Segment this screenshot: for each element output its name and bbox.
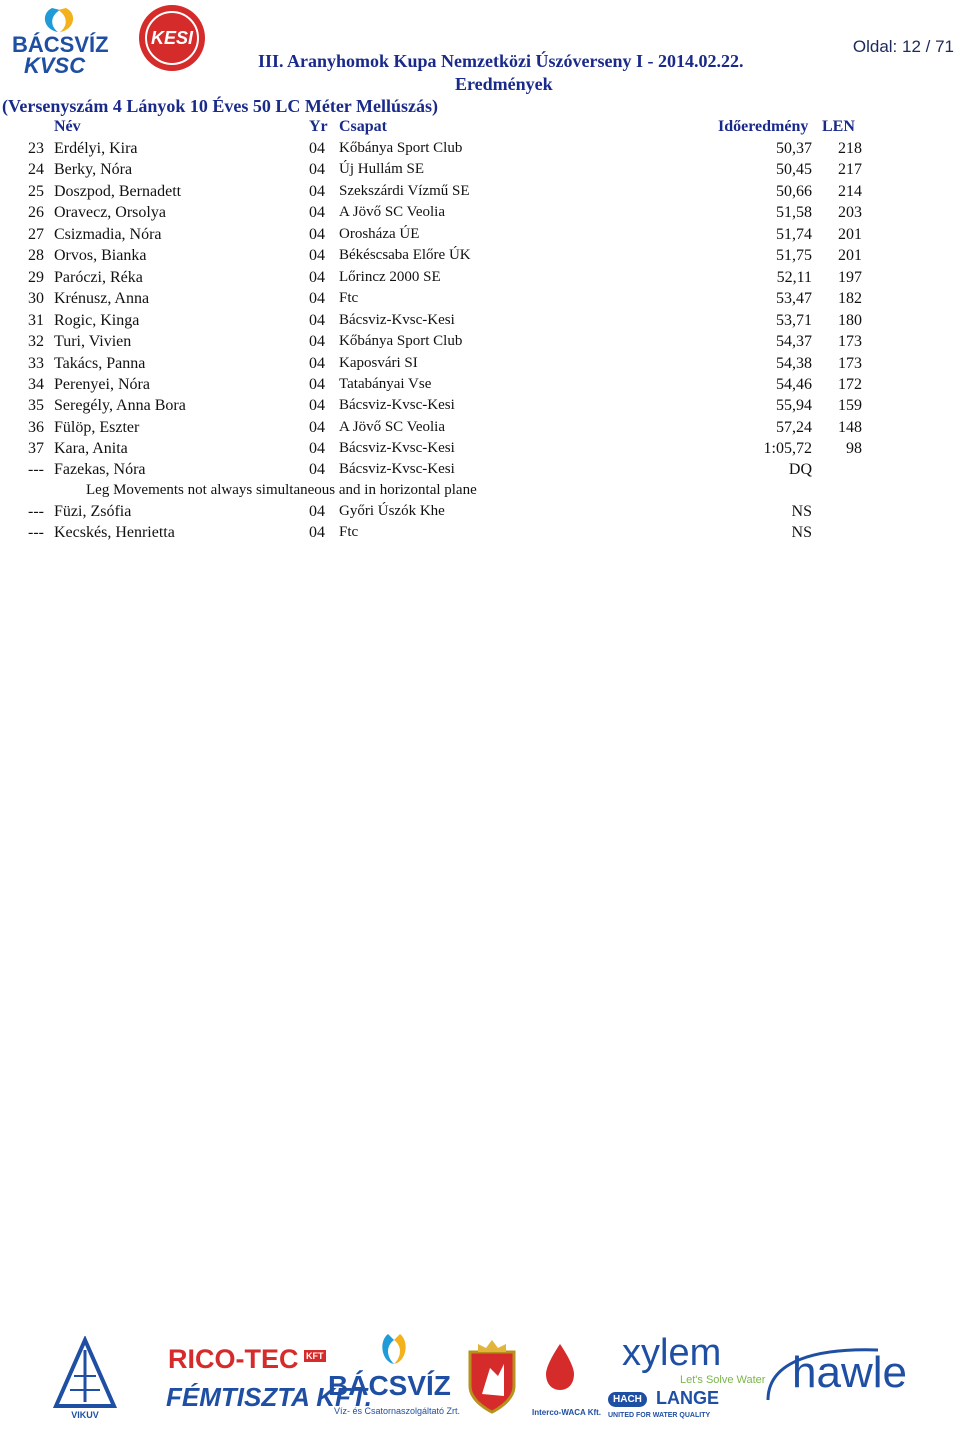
event-title: (Versenyszám 4 Lányok 10 Éves 50 LC Méter Mellúszás) [2,96,438,116]
club: Békéscsaba Előre ÚK [339,247,471,263]
swimmer-name: Seregély, Anna Bora [54,397,186,414]
result-row [0,376,960,397]
birth-year: 04 [309,503,325,520]
result-time: 50,66 [776,183,812,200]
column-header-club: Csapat [339,118,388,135]
femtiszta-logo: FÉMTISZTA KFT. [166,1382,373,1412]
result-row [0,161,960,182]
club: Új Hullám SE [339,161,424,177]
club: Kaposvári SI [339,355,418,371]
birth-year: 04 [309,333,325,350]
result-row [0,183,960,204]
swimmer-name: Erdélyi, Kira [54,140,138,157]
place: 25 [28,183,44,200]
column-header-len: LEN [822,118,855,135]
kesi-logo-text: KESI [150,28,194,48]
place: 33 [28,355,44,372]
result-time: 53,71 [776,312,812,329]
club: A Jövő SC Veolia [339,419,445,435]
club: Bácsviz-Kvsc-Kesi [339,461,455,477]
interco-logo-text: Interco-WACA Kft. [532,1408,602,1417]
result-row [0,290,960,311]
result-row [0,247,960,268]
club: Bácsviz-Kvsc-Kesi [339,312,455,328]
swimmer-name: Paróczi, Réka [54,269,143,286]
place: --- [28,461,44,478]
result-time: 51,58 [776,204,812,221]
swimmer-name: Krénusz, Anna [54,290,150,307]
swimmer-name: Takács, Panna [54,355,146,372]
len-points: 172 [838,376,862,393]
bacsviz-sponsor-logo: BÁCSVÍZ [328,1370,451,1401]
len-points: 201 [838,247,862,264]
result-time: 54,37 [776,333,812,350]
place: 35 [28,397,44,414]
result-time: 51,75 [776,247,812,264]
swimmer-name: Oravecz, Orsolya [54,204,166,221]
result-time: 54,46 [776,376,812,393]
club: Ftc [339,290,359,306]
birth-year: 04 [309,269,325,286]
lange-logo: LANGE [656,1388,719,1408]
result-row [0,419,960,440]
birth-year: 04 [309,204,325,221]
result-time: 1:05,72 [763,440,812,457]
result-row [0,524,960,545]
len-points: 203 [838,204,862,221]
club: Szekszárdi Vízmű SE [339,183,470,199]
birth-year: 04 [309,226,325,243]
result-row [0,312,960,333]
result-time: 50,45 [776,161,812,178]
club: Tatabányai Vse [339,376,432,392]
swimmer-name: Kara, Anita [54,440,128,457]
swimmer-name: Fazekas, Nóra [54,461,146,478]
birth-year: 04 [309,312,325,329]
interco-drop-icon [540,1340,580,1402]
len-points: 217 [838,161,862,178]
birth-year: 04 [309,376,325,393]
place: 26 [28,204,44,221]
swimmer-name: Csizmadia, Nóra [54,226,162,243]
birth-year: 04 [309,161,325,178]
result-row [0,397,960,418]
swimmer-name: Doszpod, Bernadett [54,183,182,200]
swimmer-name: Orvos, Bianka [54,247,147,264]
vikuv-logo [52,1336,118,1421]
result-row [0,503,960,524]
birth-year: 04 [309,247,325,264]
place: 36 [28,419,44,436]
xylem-logo: xylem [622,1332,722,1374]
place: 29 [28,269,44,286]
place: 32 [28,333,44,350]
swimmer-name: Perenyei, Nóra [54,376,150,393]
club: Győri Úszók Khe [339,503,445,519]
swimmer-name: Rogic, Kinga [54,312,140,329]
swimmer-name: Turi, Vivien [54,333,132,350]
column-header-name: Név [54,118,81,135]
result-time: DQ [788,461,812,478]
len-points: 173 [838,355,862,372]
place: --- [28,503,44,520]
club: Kőbánya Sport Club [339,140,463,156]
result-time: 50,37 [776,140,812,157]
kesi-logo [138,4,206,72]
place: 28 [28,247,44,264]
hach-logo: HACH [608,1392,647,1407]
bacsviz-drop-icon [374,1332,414,1368]
hach-tagline: UNITED FOR WATER QUALITY [608,1412,711,1419]
club: Orosháza ÚE [339,226,420,242]
result-row [0,204,960,225]
result-row [0,269,960,290]
birth-year: 04 [309,290,325,307]
result-row [0,333,960,354]
len-points: 98 [846,440,862,457]
len-points: 201 [838,226,862,243]
swimmer-name: Füzi, Zsófia [54,503,132,520]
meet-title: III. Aranyhomok Kupa Nemzetközi Úszóverseny I - 2014.02.22. [258,51,744,71]
results-title: Eredmények [455,74,553,94]
place: 27 [28,226,44,243]
club: Ftc [339,524,359,540]
vikuv-logo-text: VIKUV [71,1410,99,1420]
birth-year: 04 [309,355,325,372]
swimmer-name: Berky, Nóra [54,161,133,178]
len-points: 159 [838,397,862,414]
len-points: 173 [838,333,862,350]
result-row [0,140,960,161]
place: 23 [28,140,44,157]
bacsviz-logo-text: BÁCSVÍZ [12,32,109,57]
len-points: 182 [838,290,862,307]
len-points: 197 [838,269,862,286]
len-points: 214 [838,183,862,200]
hawle-logo: hawle [792,1348,907,1397]
result-time: 54,38 [776,355,812,372]
birth-year: 04 [309,140,325,157]
xylem-tagline: Let's Solve Water [680,1374,766,1386]
result-row [0,226,960,247]
result-time: 55,94 [776,397,812,414]
birth-year: 04 [309,524,325,541]
club: Bácsviz-Kvsc-Kesi [339,440,455,456]
swimmer-name: Kecskés, Henrietta [54,524,175,541]
city-crest-icon [464,1336,520,1416]
club: A Jövő SC Veolia [339,204,445,220]
result-time: 52,11 [776,269,812,286]
ricotec-logo: RICO-TEC [168,1344,299,1374]
len-points: 180 [838,312,862,329]
bacsviz-kvsc-logo [10,4,115,76]
result-time: 51,74 [776,226,812,243]
place: 37 [28,440,44,457]
result-row [0,355,960,376]
kvsc-logo-text: KVSC [24,53,86,76]
len-points: 218 [838,140,862,157]
club: Lőrincz 2000 SE [339,269,441,285]
place: 31 [28,312,44,329]
club: Bácsviz-Kvsc-Kesi [339,397,455,413]
page-number: Oldal: 12 / 71 [852,37,954,56]
club: Kőbánya Sport Club [339,333,463,349]
birth-year: 04 [309,397,325,414]
column-header-time: Időeredmény [718,118,809,135]
birth-year: 04 [309,461,325,478]
birth-year: 04 [309,183,325,200]
bacsviz-subtitle: Víz- és Csatornaszolgáltató Zrt. [334,1406,461,1416]
place: 30 [28,290,44,307]
place: --- [28,524,44,541]
place: 24 [28,161,44,178]
result-time: NS [791,524,812,541]
result-time: 53,47 [776,290,812,307]
result-time: 57,24 [776,419,812,436]
birth-year: 04 [309,440,325,457]
swimmer-name: Fülöp, Eszter [54,419,140,436]
disqualification-reason: Leg Movements not always simultaneous and in horizontal plane [86,482,477,498]
sponsor-bar [0,1330,960,1425]
ricotec-kft-badge: KFT [306,1351,324,1361]
place: 34 [28,376,44,393]
result-time: NS [791,503,812,520]
column-header-yr: Yr [309,118,328,135]
birth-year: 04 [309,419,325,436]
result-row [0,440,960,461]
len-points: 148 [838,419,862,436]
result-row [0,461,960,482]
